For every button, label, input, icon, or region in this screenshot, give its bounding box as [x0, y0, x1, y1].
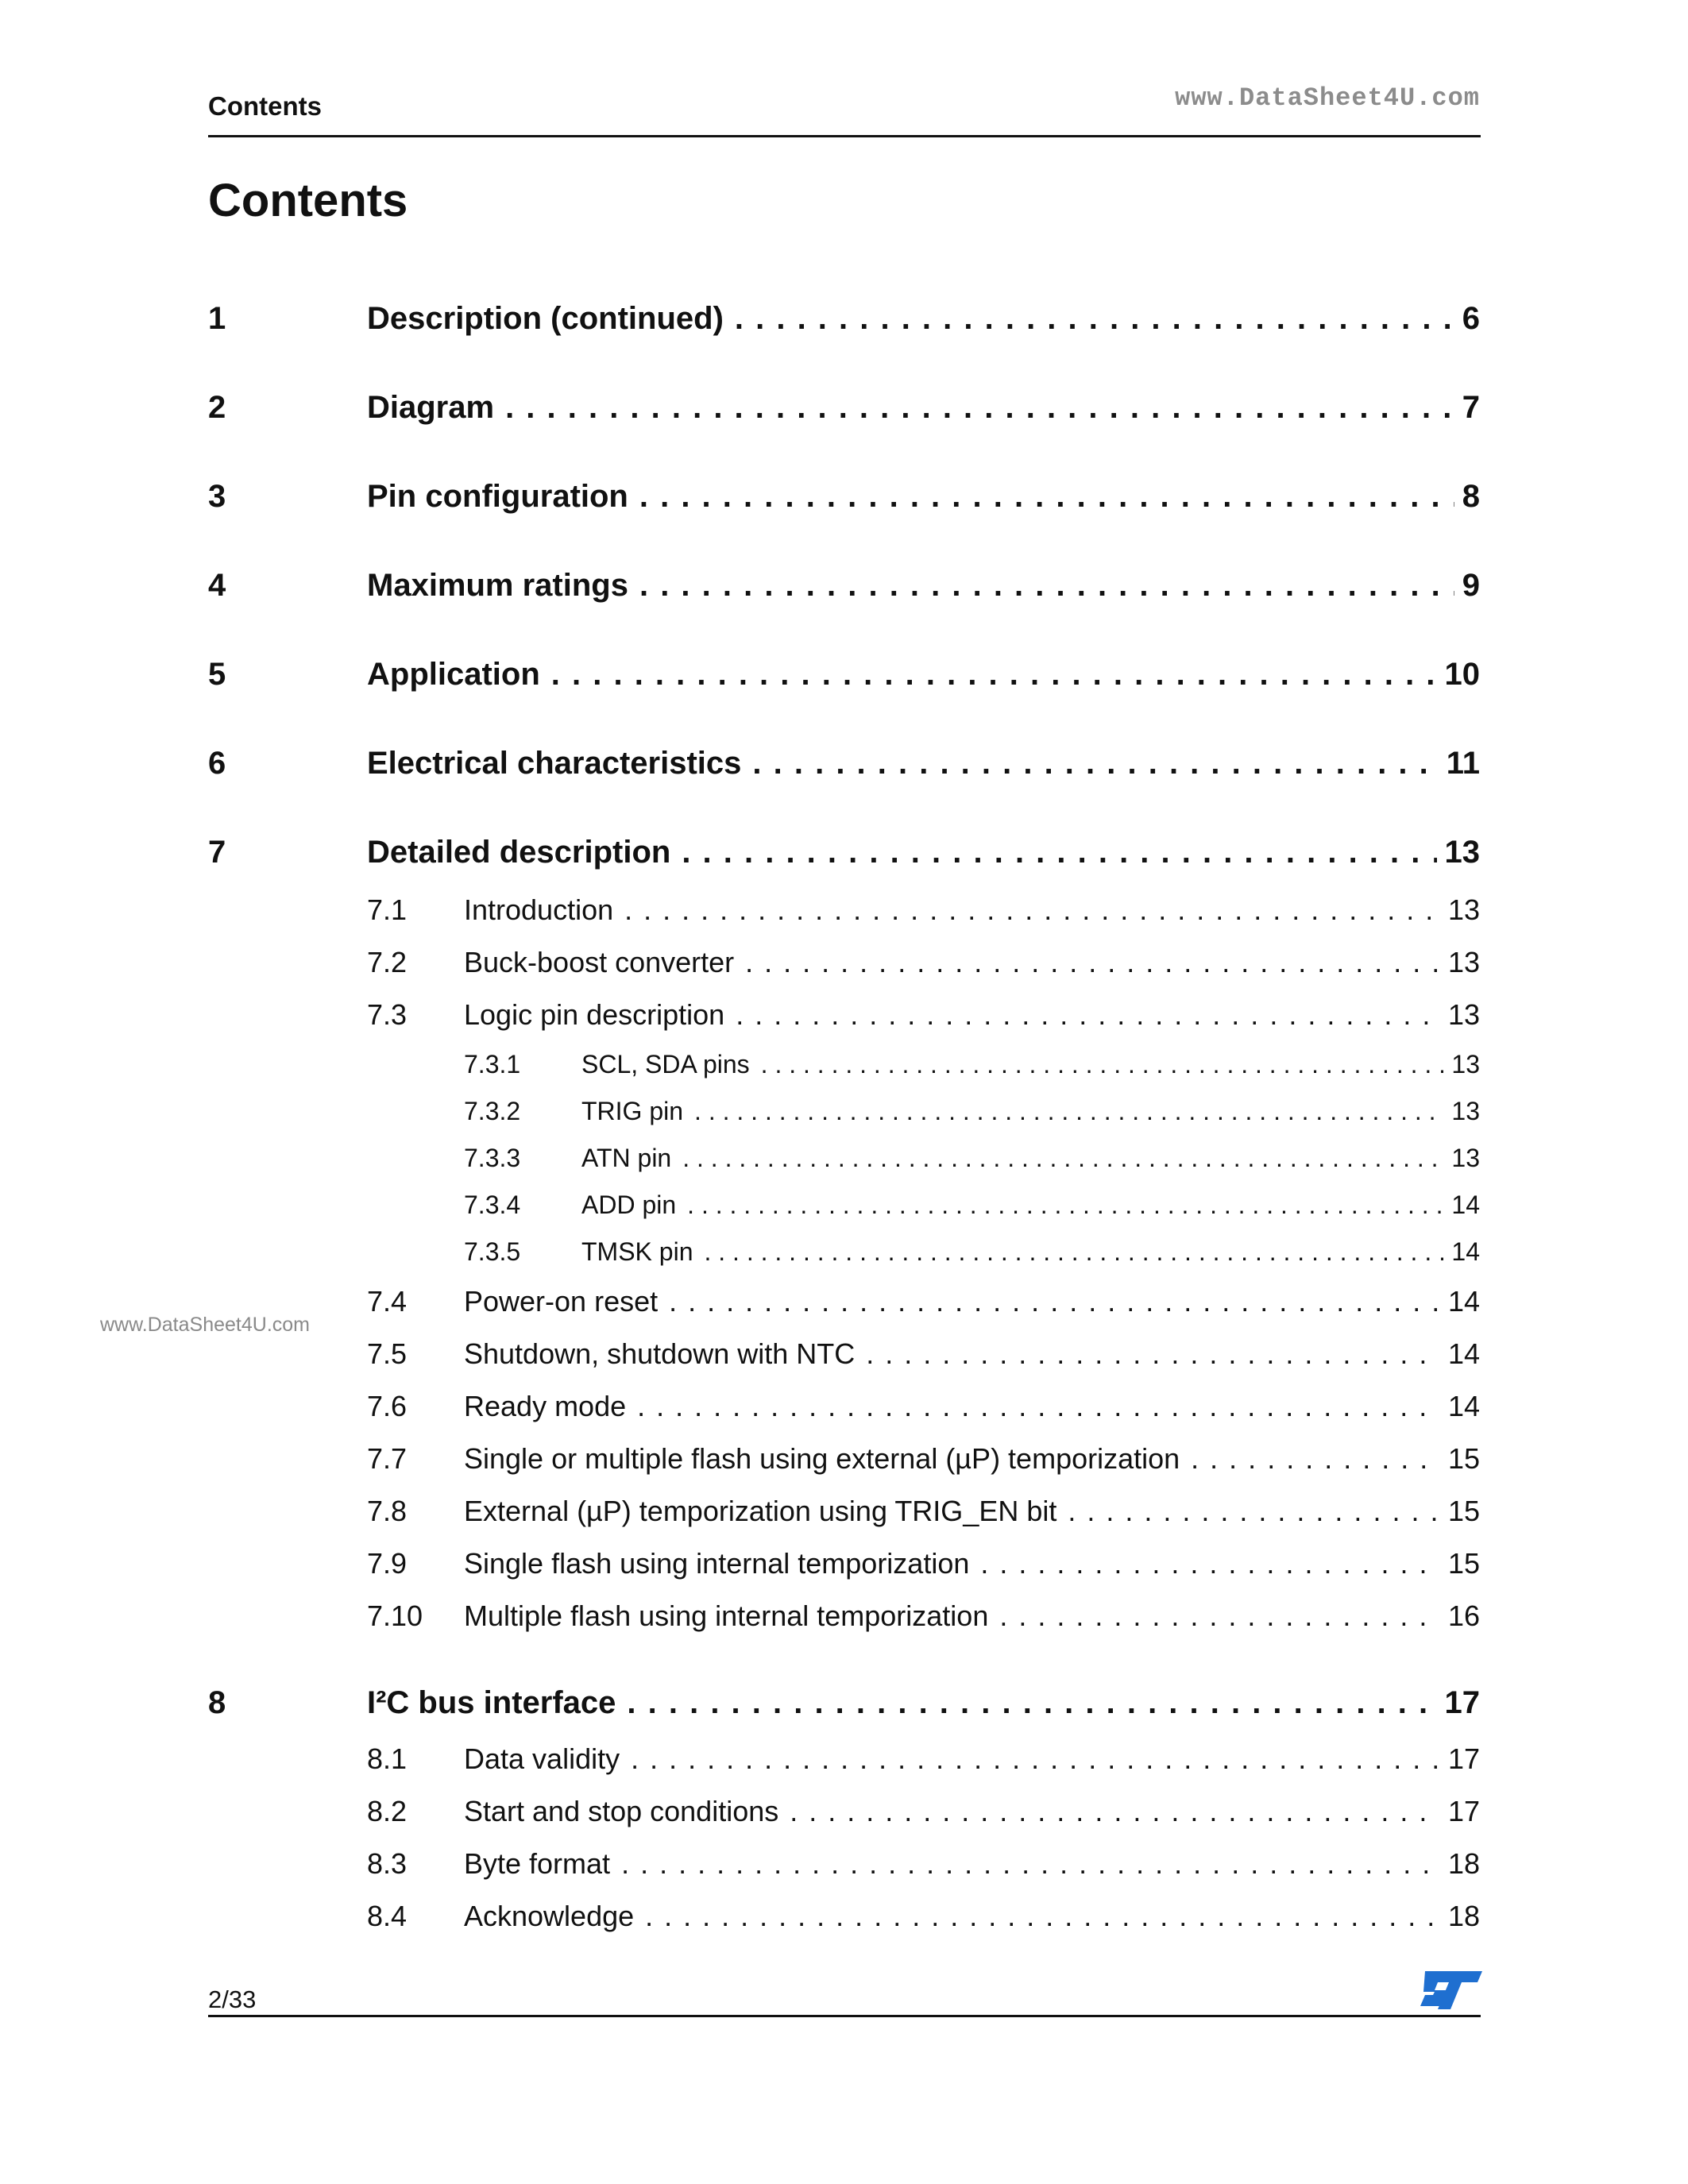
toc-entry-7-3-4[interactable]: [208, 1187, 1480, 1222]
toc-entry-8-1[interactable]: [208, 1739, 1480, 1779]
toc-title: Shutdown, shutdown with NTC: [464, 1337, 856, 1370]
toc-number: 7.8: [367, 1495, 408, 1527]
header-rule: [208, 135, 1481, 137]
dot-leader: [551, 652, 1437, 696]
toc-page: 15: [1447, 1442, 1480, 1475]
toc-number: 7.4: [367, 1285, 408, 1318]
dot-leader: [752, 741, 1438, 785]
dot-leader: [704, 1234, 1443, 1269]
dot-leader: [735, 296, 1454, 341]
dot-leader: [682, 1140, 1443, 1175]
toc-title: TRIG pin: [581, 1097, 684, 1125]
toc-entry-7-5[interactable]: [208, 1334, 1480, 1374]
toc-entry-7-3[interactable]: [208, 995, 1480, 1035]
toc-number: 7.3.1: [464, 1050, 521, 1078]
toc-entry-7[interactable]: [208, 830, 1480, 874]
dot-leader: [761, 1047, 1444, 1082]
toc-entry-7-3-5[interactable]: [208, 1234, 1480, 1269]
toc-entry-8-4[interactable]: [208, 1897, 1480, 1936]
toc-page: 18: [1447, 1847, 1480, 1880]
toc-title: Single flash using internal temporization: [464, 1547, 970, 1580]
toc-title: Description (continued): [367, 301, 724, 336]
toc-title: External (µP) temporization using TRIG_EN bit: [464, 1495, 1057, 1527]
toc-entry-4[interactable]: [208, 563, 1480, 608]
toc-title: Power-on reset: [464, 1285, 659, 1318]
dot-leader: [639, 474, 1454, 519]
toc-number: 7.9: [367, 1547, 408, 1580]
toc-page: 14: [1451, 1190, 1480, 1219]
toc-page: 13: [1451, 1097, 1480, 1125]
toc-number: 8.2: [367, 1795, 408, 1827]
toc-entry-7-4[interactable]: [208, 1282, 1480, 1322]
toc-title: Byte format: [464, 1847, 611, 1880]
toc-title: Maximum ratings: [367, 568, 628, 603]
toc-title: ATN pin: [581, 1144, 672, 1172]
side-watermark[interactable]: www.DataSheet4U.com: [100, 1314, 311, 1336]
toc-entry-7-9[interactable]: [208, 1544, 1480, 1584]
toc-number: 8.3: [367, 1847, 408, 1880]
toc-entry-7-2[interactable]: [208, 943, 1480, 982]
toc-page: 15: [1447, 1495, 1480, 1527]
toc-number: 7.1: [367, 893, 408, 926]
toc-title: ADD pin: [581, 1190, 677, 1219]
toc-number: 4: [208, 568, 226, 603]
toc-title: Buck-boost converter: [464, 946, 735, 978]
toc-number: 3: [208, 479, 226, 514]
toc-entry-2[interactable]: [208, 385, 1480, 430]
footer-rule: [208, 2015, 1481, 2017]
page-title: Contents: [208, 175, 408, 226]
dot-leader: [980, 1544, 1440, 1584]
toc-page: 13: [1447, 893, 1480, 926]
dot-leader: [624, 890, 1440, 930]
toc-title: Single or multiple flash using external (µP) temporization: [464, 1442, 1180, 1475]
toc-number: 2: [208, 390, 226, 425]
toc-entry-3[interactable]: [208, 474, 1480, 519]
toc-title: Multiple flash using internal temporization: [464, 1599, 989, 1632]
dot-leader: [637, 1387, 1440, 1426]
toc-page: 13: [1451, 1144, 1480, 1172]
toc-title: Ready mode: [464, 1390, 627, 1422]
toc-number: 8.4: [367, 1900, 408, 1932]
dot-leader: [1068, 1491, 1440, 1531]
toc-entry-7-6[interactable]: [208, 1387, 1480, 1426]
toc-number: 7.6: [367, 1390, 408, 1422]
dot-leader: [736, 995, 1440, 1035]
toc-page: 10: [1444, 657, 1480, 692]
dot-leader: [639, 563, 1454, 608]
toc-page: 17: [1447, 1795, 1480, 1827]
toc-number: 7.3.5: [464, 1237, 521, 1266]
toc-page: 17: [1444, 1685, 1480, 1720]
toc-entry-8-3[interactable]: [208, 1844, 1480, 1884]
toc-page: 7: [1462, 390, 1480, 425]
toc-number: 7.7: [367, 1442, 408, 1475]
toc-title: Data validity: [464, 1742, 620, 1775]
toc-number: 7.10: [367, 1599, 423, 1632]
dot-leader: [790, 1792, 1440, 1831]
running-header-site-overlay[interactable]: www.DataSheet4U.com: [1175, 83, 1480, 113]
toc-page: 14: [1447, 1337, 1480, 1370]
toc-page: 9: [1462, 568, 1480, 603]
toc-number: 8.1: [367, 1742, 408, 1775]
dot-leader: [745, 943, 1440, 982]
toc-entry-7-1[interactable]: [208, 890, 1480, 930]
dot-leader: [694, 1094, 1443, 1129]
toc-page: 16: [1447, 1599, 1480, 1632]
toc-number: 6: [208, 746, 226, 781]
toc-number: 7.5: [367, 1337, 408, 1370]
toc-page: 14: [1447, 1390, 1480, 1422]
dot-leader: [645, 1897, 1440, 1936]
toc-page: 14: [1451, 1237, 1480, 1266]
toc-entry-5[interactable]: [208, 652, 1480, 696]
toc-page: 15: [1447, 1547, 1480, 1580]
toc-number: 7.2: [367, 946, 408, 978]
toc-title: Application: [367, 657, 540, 692]
toc-page: 11: [1446, 746, 1480, 781]
toc-number: 5: [208, 657, 226, 692]
dot-leader: [999, 1596, 1440, 1636]
toc-number: 7.3: [367, 998, 408, 1031]
toc-entry-7-7[interactable]: [208, 1439, 1480, 1479]
dot-leader: [682, 830, 1436, 874]
dot-leader: [687, 1187, 1443, 1222]
toc-title: Introduction: [464, 893, 614, 926]
toc-title: Diagram: [367, 390, 495, 425]
toc-title: I²C bus interface: [367, 1685, 616, 1720]
toc-page: 13: [1447, 946, 1480, 978]
dot-leader: [866, 1334, 1440, 1374]
toc-entry-8[interactable]: [208, 1680, 1480, 1725]
running-header-section: Contents: [208, 91, 322, 121]
dot-leader: [669, 1282, 1440, 1322]
toc-entry-1[interactable]: [208, 296, 1480, 341]
dot-leader: [627, 1680, 1436, 1725]
toc-entry-6[interactable]: [208, 741, 1480, 785]
toc-number: 7.3.4: [464, 1190, 521, 1219]
toc-title: Acknowledge: [464, 1900, 635, 1932]
toc-page: 18: [1447, 1900, 1480, 1932]
page-number: 2/33: [208, 1985, 257, 2013]
toc-page: 6: [1462, 301, 1480, 336]
toc-title: Electrical characteristics: [367, 746, 742, 781]
toc-number: 8: [208, 1685, 226, 1720]
toc-number: 7: [208, 835, 226, 870]
toc-title: Logic pin description: [464, 998, 725, 1031]
toc-entry-8-2[interactable]: [208, 1792, 1480, 1831]
toc-title: Start and stop conditions: [464, 1795, 779, 1827]
dot-leader: [505, 385, 1454, 430]
dot-leader: [1191, 1439, 1440, 1479]
st-logo-icon: [1420, 1970, 1482, 2009]
toc-page: 13: [1447, 998, 1480, 1031]
toc-page: 17: [1447, 1742, 1480, 1775]
toc-entry-7-3-3[interactable]: [208, 1140, 1480, 1175]
toc-entry-7-3-1[interactable]: [208, 1047, 1480, 1082]
toc-title: Pin configuration: [367, 479, 628, 514]
toc-page: 13: [1451, 1050, 1480, 1078]
toc-page: 13: [1444, 835, 1480, 870]
toc-page: 8: [1462, 479, 1480, 514]
toc-entry-7-10[interactable]: [208, 1596, 1480, 1636]
toc-entry-7-8[interactable]: [208, 1491, 1480, 1531]
toc-title: TMSK pin: [581, 1237, 693, 1266]
toc-number: 7.3.2: [464, 1097, 521, 1125]
dot-leader: [621, 1844, 1440, 1884]
toc-number: 7.3.3: [464, 1144, 521, 1172]
toc-number: 1: [208, 301, 226, 336]
toc-title: Detailed description: [367, 835, 671, 870]
toc-title: SCL, SDA pins: [581, 1050, 750, 1078]
toc-page: 14: [1447, 1285, 1480, 1318]
toc-entry-7-3-2[interactable]: [208, 1094, 1480, 1129]
dot-leader: [631, 1739, 1440, 1779]
